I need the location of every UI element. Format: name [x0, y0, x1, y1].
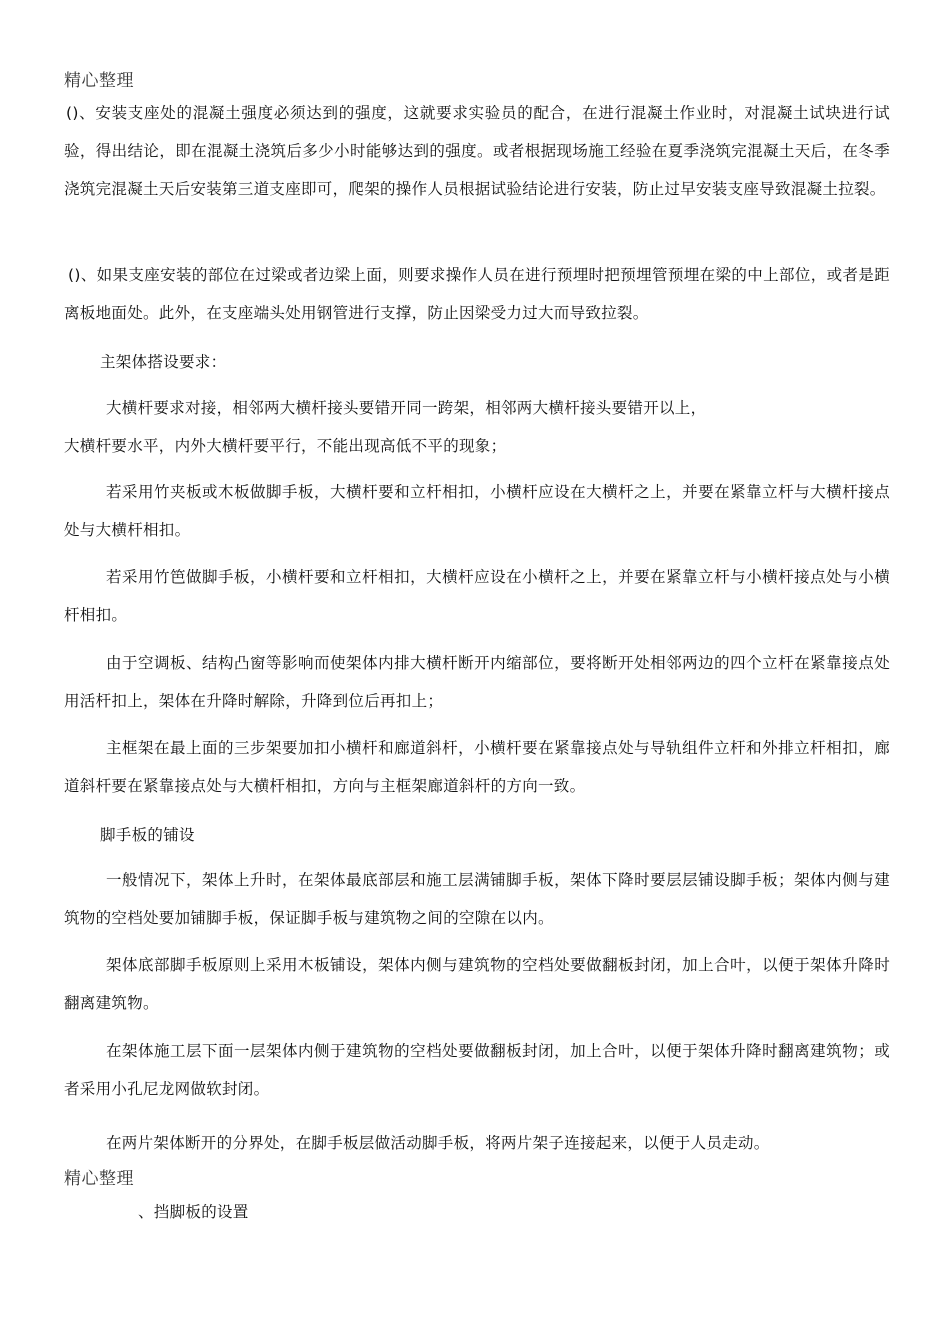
page-header-bottom: 精心整理: [64, 1169, 134, 1189]
paragraph-ledger-joint-line2: 大横杆要水平，内外大横杆要平行，不能出现高低不平的现象；: [64, 437, 507, 455]
page-header-top: 精心整理: [64, 71, 134, 91]
paragraph-inner-ledger-break: 由于空调板、结构凸窗等影响而使架体内排大横杆断开内缩部位，要将断开处相邻两边的四个立杆在紧靠接点处用活杆扣上，架体在升降时解除，升降到位后再扣上；: [64, 654, 890, 710]
paragraph-bottom-board-wood: 架体底部脚手板原则上采用木板铺设，架体内侧与建筑物的空档处要做翻板封闭，加上合叶，以便于架体升降时翻离建筑物。: [64, 956, 890, 1012]
paragraph-ledger-joint-line1: 大横杆要求对接，相邻两大横杆接头要错开同一跨架，相邻两大横杆接头要错开以上，: [106, 399, 707, 417]
heading-main-frame-requirements: 主架体搭设要求：: [100, 353, 227, 371]
paragraph-movable-board: 在两片架体断开的分界处，在脚手板层做活动脚手板，将两片架子连接起来，以便于人员走动。: [106, 1134, 770, 1152]
paragraph-support-beam-installation: ()、如果支座安装的部位在过梁或者边梁上面，则要求操作人员在进行预埋时把预埋管预埋在梁的中上部位，或者是距离板地面处。此外，在支座端头处用钢管进行支撑，防止因梁受力过大而导致拉裂。: [64, 266, 890, 322]
heading-scaffold-board-laying: 脚手板的铺设: [100, 826, 195, 844]
paragraph-support-concrete-strength: ()、安装支座处的混凝土强度必须达到的强度，这就要求实验员的配合，在进行混凝土作业时，对混凝土试块进行试验，得出结论，即在混凝土浇筑后多少小时能够达到的强度。或者根据现场施工经验在夏季浇筑完混凝土天后，在冬季浇筑完混凝土天后安装第三道支座即可，爬架的操作人员根据试验结论进行安装，防止过早安装支座导致混凝土拉裂。: [64, 104, 890, 198]
paragraph-flap-closure: 在架体施工层下面一层架体内侧于建筑物的空档处要做翻板封闭，加上合叶，以便于架体升降时翻离建筑物；或者采用小孔尼龙网做软封闭。: [64, 1042, 890, 1098]
paragraph-top-three-steps: 主框架在最上面的三步架要加扣小横杆和廊道斜杆，小横杆要在紧靠接点处与导轨组件立杆和外排立杆相扣，廊道斜杆要在紧靠接点处与大横杆相扣，方向与主框架廊道斜杆的方向一致。: [64, 739, 890, 795]
paragraph-bamboo-plywood-board: 若采用竹夹板或木板做脚手板，大横杆要和立杆相扣，小横杆应设在大横杆之上，并要在紧靠立杆与大横杆接点处与大横杆相扣。: [64, 483, 890, 539]
heading-toe-board-setup: 、挡脚板的设置: [138, 1203, 249, 1221]
paragraph-bamboo-mat-board: 若采用竹笆做脚手板，小横杆要和立杆相扣，大横杆应设在小横杆之上，并要在紧靠立杆与小横杆接点处与小横杆相扣。: [64, 568, 890, 624]
paragraph-board-laying-general: 一般情况下，架体上升时，在架体最底部层和施工层满铺脚手板，架体下降时要层层铺设脚手板；架体内侧与建筑物的空档处要加铺脚手板，保证脚手板与建筑物之间的空隙在以内。: [64, 871, 890, 927]
